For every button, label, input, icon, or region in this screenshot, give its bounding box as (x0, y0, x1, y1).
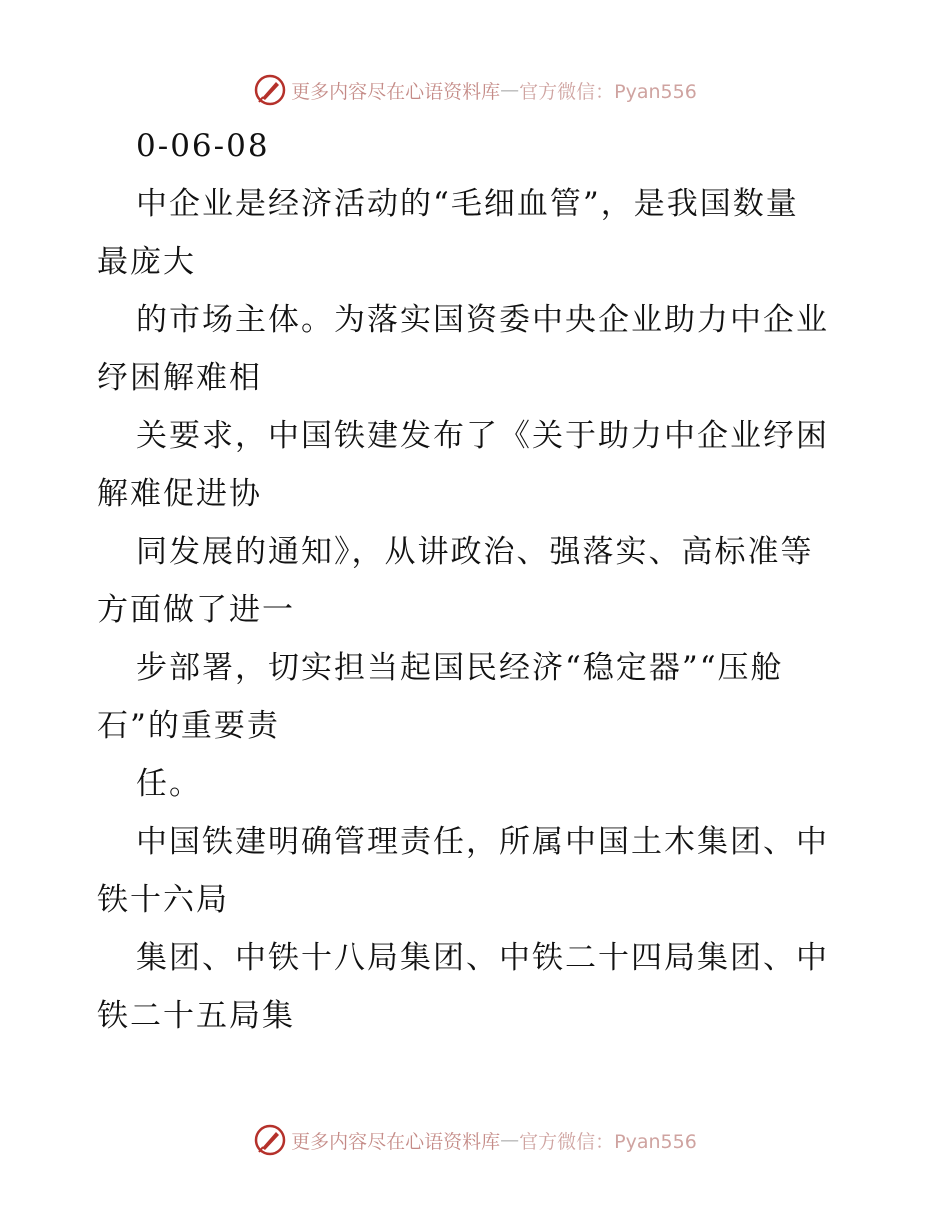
footer-banner (0, 1120, 950, 1160)
text-line: 同发展的通知》，从讲政治、强落实、高标准等 (136, 534, 814, 570)
banner-separator: — (500, 79, 520, 101)
text-line: 中企业是经济活动的“毛细血管”，是我国数量 (136, 186, 799, 222)
quill-pen-logo-icon (253, 73, 287, 107)
text-line: 中国铁建明确管理责任，所属中国土木集团、中 (136, 824, 829, 860)
header-banner (0, 70, 950, 110)
text-line: 铁十六局 (97, 882, 229, 918)
text-line: 关要求，中国铁建发布了《关于助力中企业纾困 (136, 418, 829, 454)
text-line: 方面做了进一 (97, 592, 295, 628)
text-line: 石”的重要责 (97, 708, 280, 744)
banner-separator: — (500, 1129, 520, 1151)
text-line: 解难促进协 (97, 476, 262, 512)
text-line: 最庞大 (97, 244, 196, 280)
text-line: 铁二十五局集 (97, 998, 295, 1034)
text-line: 任。 (136, 766, 202, 802)
banner-wechat-text: 官方微信：Pyan556 (519, 1130, 697, 1153)
text-line: 集团、中铁十八局集团、中铁二十四局集团、中 (136, 940, 829, 976)
banner-wechat-text: 官方微信：Pyan556 (519, 80, 697, 103)
document-body (0, 117, 950, 1045)
text-line: 0-06-08 (136, 128, 270, 164)
text-line: 纾困解难相 (97, 360, 262, 396)
banner-brand-text: 更多内容尽在心语资料库 (291, 80, 501, 103)
text-line: 的市场主体。为落实国资委中央企业助力中企业 (136, 302, 829, 338)
quill-pen-logo-icon (253, 1123, 287, 1157)
text-line: 步部署，切实担当起国民经济“稳定器”“压舱 (136, 650, 784, 686)
banner-brand-text: 更多内容尽在心语资料库 (291, 1130, 501, 1153)
